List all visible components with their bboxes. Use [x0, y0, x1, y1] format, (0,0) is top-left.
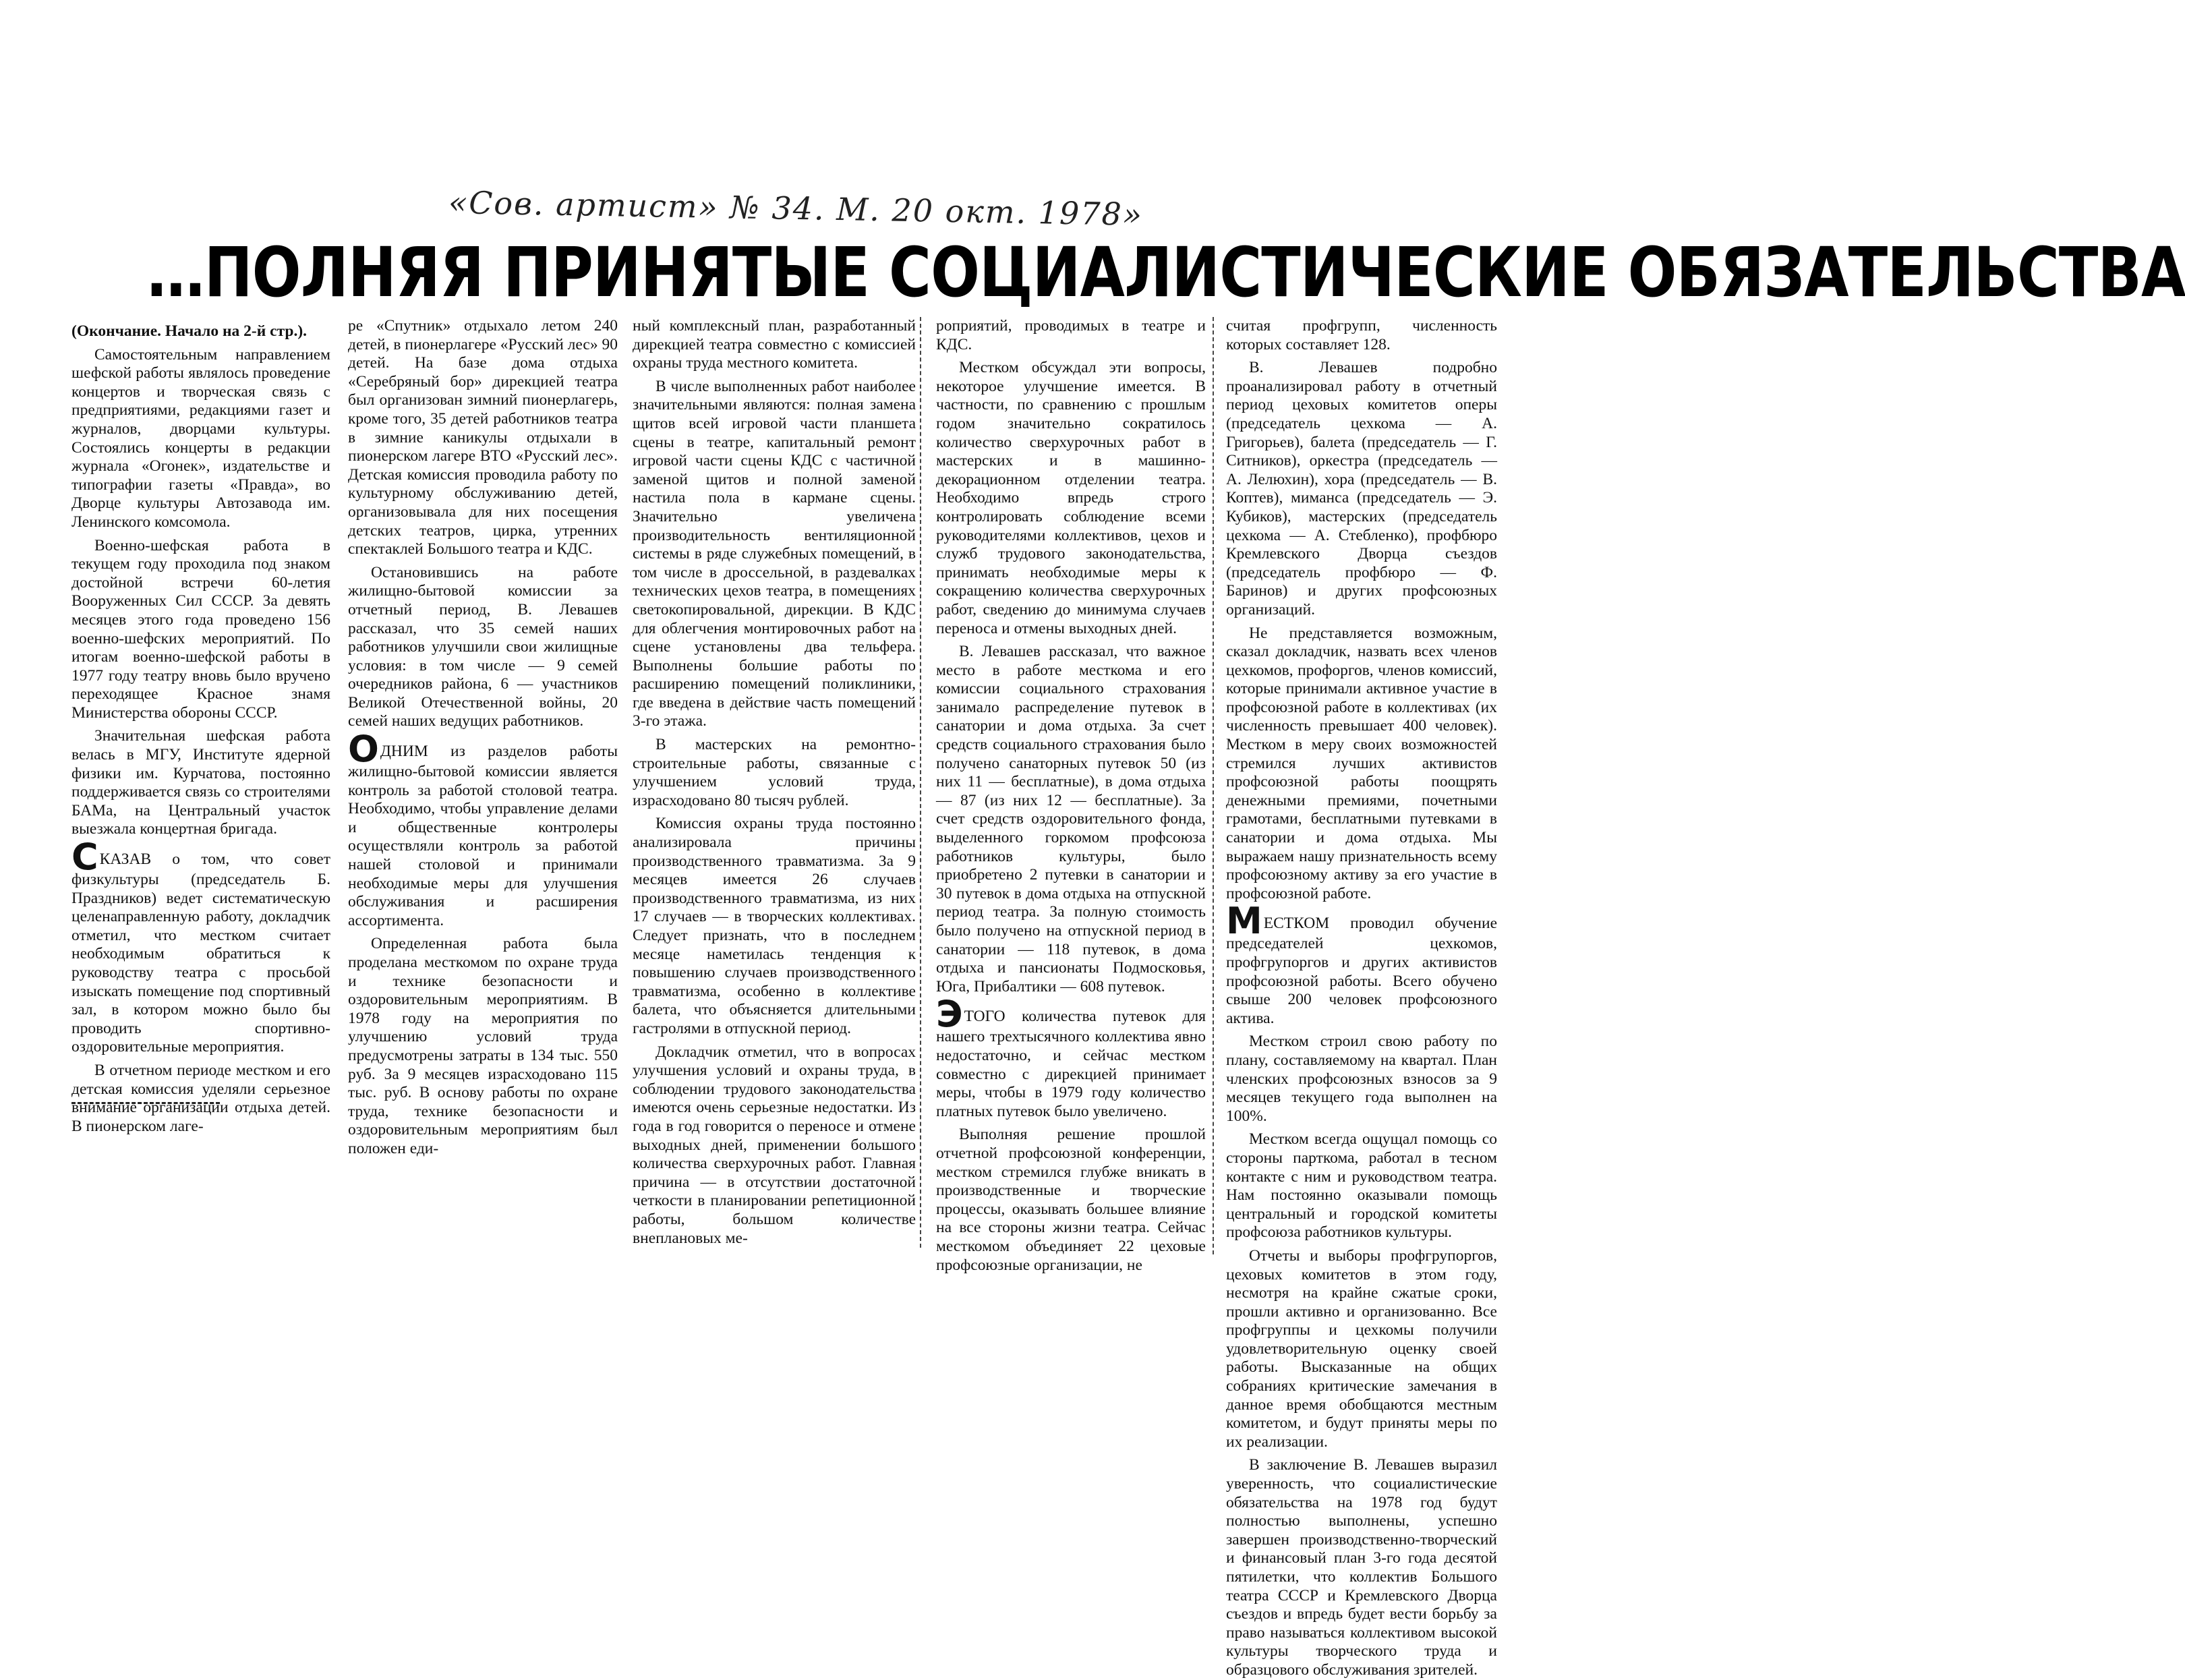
article-column-2 [348, 317, 618, 1159]
paragraph: В заключение В. Левашев выразил уверенность, что социалистические обязательства на 1978 год будут полностью выполнены, успешно завершен производственно-творческий и финансовый план 3-го года десятой пятилетки, что коллектив Большого театра СССР и Кремлевского Дворца съездов и впредь будет вести борьбу за право называться коллективом высокой культуры творческого труда и образцового обслуживания зрителей. [1226, 1456, 1497, 1679]
continuation-note: (Окончание. Начало на 2-й стр.). [71, 322, 308, 340]
paragraph: В. Левашев рассказал, что важное место в работе месткома и его комиссии социального страхования занимало распределение путевок в санатории и дома отдыха. За счет средств социального страхования было получено санаторных путевок 50 (из них 11 — бесплатные), в дома отдыха — 87 (из них 12 — бесплатные). За счет средств оздоровительного фонда, выделенного горкомом профсоюза работников культуры, было приобретено 2 путевки в санатории и 30 путевок в дома отдыха на отпускной период театра. За полную стоимость было получено на отпускной период в санатории — 118 путевок, в дома отдыха и пансионаты Подмосковья, Юга, Прибалтики — 608 путевок. [936, 643, 1206, 995]
paragraph-with-initial [71, 836, 330, 1057]
paragraph: В мастерских на ремонтно-строительные работы, связанные с улучшением условий труда, израсходовано 80 тысяч рублей. [633, 736, 916, 809]
paragraph: Не представляется возможным, сказал докладчик, назвать всех членов цехкомов, профоргов, членов комиссий, которые принимали активное участие в профсоюзной работе в коллективах (их численность превышает 400 человек). Местком в меру своих возможностей стремился лучших активистов профсоюзной работы поощрять денежными премиями, почетными грамотами, бесплатными путевками в санатории и дома отдыха. Мы выражаем нашу признательность всему профсоюзному активу за его участие в профсоюзной работе. [1226, 624, 1497, 902]
initial-letter: С [71, 836, 98, 879]
paragraph: Выполняя решение прошлой отчетной профсоюзной конференции, местком стремился глубже вникать в производственные и творческие процессы, оказывать большее влияние на все стороны жизни театра. Сейчас месткомом объединяет 22 цеховые профсоюзные организации, не [936, 1126, 1206, 1274]
initial-letter: Э [936, 993, 963, 1036]
column-end-rule [71, 1102, 220, 1104]
paragraph-with-initial [348, 728, 618, 930]
article-headline: …ПОЛНЯЯ ПРИНЯТЫЕ СОЦИАЛИСТИЧЕСКИЕ ОБЯЗАТЕЛЬСТВА [147, 233, 2185, 313]
paragraph: Местком обсуждал эти вопросы, некоторое улучшение имеется. В частности, по сравнению с прошлым годом значительно сократилось количество сверхурочных работ в мастерских и в машинно-декорационном отделении театра. Необходимо впредь строго контролировать соблюдение всеми руководителями коллективов, цехов и служб трудового законодательства, принимать необходимые меры к сокращению количества сверхурочных работ, сведению до минимума случаев переноса и отмены выходных дней. [936, 359, 1206, 637]
paragraph-with-initial [936, 993, 1206, 1121]
column-divider [920, 317, 921, 1248]
paragraph-text: ЕСТКОМ проводил обучение председателей цехкомов, профгрупоргов и других активистов профсоюзной работы. Всего обучено свыше 200 человек профсоюзного актива. [1226, 915, 1497, 1027]
article-column-3 [633, 317, 916, 1248]
paragraph-text: ДНИМ из разделов работы жилищно-бытовой комиссии является контроль за работой столовой театра. Необходимо, чтобы управление делами и общественные контролеры осуществляли контроль за работой нашей столовой и принимали необходимые меры для улучшения обслуживания и расширения ассортимента. [348, 743, 618, 929]
article-column-4 [936, 317, 1206, 1275]
paragraph-text: КАЗАВ о том, что совет физкультуры (председатель Б. Праздников) ведет систематическую целенаправленную работу, докладчик отметил, что местком считает необходимым обратиться к руководству театра с просьбой изыскать помещение под спортивный зал, в котором можно было бы проводить спортивно-оздоровительные мероприятия. [71, 850, 330, 1056]
paragraph: Докладчик отметил, что в вопросах улучшения условий и охраны труда, в соблюдении трудового законодательства имеются очень серьезные недостатки. Из года в год говорится о переносе и отмене выходных дней, применении большого количества сверхурочных работ. Главная причина — в отсутствии достаточной четкости в планировании репетиционной работы, большом количестве внеплановых ме- [633, 1043, 916, 1247]
paragraph: Остановившись на работе жилищно-бытовой комиссии за отчетный период, В. Левашев рассказал, что 35 семей наших работников улучшили свои жилищные условия: в том числе — 9 семей очередников района, 6 — участников Великой Отечественной войны, 20 семей наших ведущих работников. [348, 563, 618, 730]
paragraph: Самостоятельным направлением шефской работы являлось проведение концертов и творческая связь с предприятиями, редакциями газет и журналов, дворцами культуры. Состоялись концерты в редакции журнала «Огонек», издательстве и типографии газеты «Правда», во Дворце культуры Автозавода им. Ленинского комсомола. [71, 345, 330, 531]
paragraph: Военно-шефская работа в текущем году проходила под знаком достойной встречи 60-летия Вооруженных Сил СССР. За девять месяцев этого года проведено 156 военно-шефских мероприятий. По итогам военно-шефской работы в 1977 году театру вновь было вручено переходящее Красное знамя Министерства обороны СССР. [71, 536, 330, 722]
paragraph: считая профгрупп, численность которых составляет 128. [1226, 317, 1497, 353]
article-column-1 [71, 322, 330, 1136]
paragraph: В числе выполненных работ наиболее значительными являются: полная замена щитов всей игровой части планшета сцены в театре, капитальный ремонт игровой части сцены КДС с частичной заменой щитов и полной заменой настила пола в кармане сцены. Значительно увеличена производительность вентиляционной системы в ряде служебных помещений, в том числе в дроссельной, в раздевалках технических цехов театра, в помещениях светокопировальной, дирекции. В КДС для облегчения монтировочных работ на сцене установлены два тельфера. Выполнены большие работы по расширению помещений поликлиники, где введена в действие часть помещений 3-го этажа. [633, 377, 916, 730]
paragraph: Отчеты и выборы профгрупоргов, цеховых комитетов в этом году, несмотря на крайне сжатые сроки, прошли активно и организованно. Все профгруппы и цехкомы получили удовлетворительную оценку своей работы. Высказанные на общих собраниях критические замечания в данное время обобщаются местным комитетом, и будут приняты меры по их реализации. [1226, 1246, 1497, 1451]
paragraph-text: ТОГО количества путевок для нашего трехтысячного коллектива явно недостаточно, и сейчас местком совместно с дирекцией принимает меры, чтобы в 1979 году количество платных путевок было увеличено. [936, 1008, 1206, 1120]
paragraph: Местком всегда ощущал помощь со стороны парткома, работал в тесном контакте с ним и руководством театра. Нам постоянно оказывали помощь центральный и городской комитеты профсоюза работников культуры. [1226, 1130, 1497, 1242]
initial-letter: О [348, 728, 379, 771]
paragraph: Определенная работа была проделана месткомом по охране труда и технике безопасности и оздоровительным мероприятиям. В 1978 году на мероприятия по улучшению условий труда предусмотрены затраты в 134 тыс. 550 руб. За 9 месяцев израсходовано 115 тыс. руб. В основу работы по охране труда, технике безопасности и оздоровительным мероприятиям был положен еди- [348, 935, 618, 1157]
paragraph: Значительная шефская работа велась в МГУ, Институте ядерной физики им. Курчатова, постоянно поддерживается связь со строителями БАМа, на Центральный участок выезжала концертная бригада. [71, 727, 330, 838]
paragraph: В. Левашев подробно проанализировал работу в отчетный период цеховых комитетов оперы (председатель цехкома — А. Григорьев), балета (председатель — Г. Ситников), оркестра (председатель — А. Лелюхин), хора (председатель — В. Коптев), миманса (председатель — Э. Кубиков), мастерских (председатель цехкома — А. Стебленко), профбюро Кремлевского Дворца съездов (председатель профбюро — Ф. Баринов) и других профсоюзных организаций. [1226, 359, 1497, 618]
paragraph: В отчетном периоде местком и его детская комиссия уделяли серьезное внимание организации отдыха детей. В пионерском лаге- [71, 1061, 330, 1135]
paragraph: Комиссия охраны труда постоянно анализировала причины производственного травматизма. За 9 месяцев имеется 26 случаев производственного травматизма, из них 17 случаев — в творческих коллективах. Следует признать, что в последнем месяце наметилась тенденция к повышению случаев производственного травматизма, особенно в коллективе балета, что объясняется длительными гастролями в отпускной период. [633, 815, 916, 1037]
paragraph: ре «Спутник» отдыхало летом 240 детей, в пионерлагере «Русский лес» 90 детей. На базе дома отдыха «Серебряный бор» дирекцией театра был организован зимний пионерлагерь, кроме того, 35 детей работников театра в зимние каникулы отдыхали в пионерском лагере ВТО «Русский лес». Детская комиссия проводила работу по культурному обслуживанию детей, организовывала для них посещения детских театров, цирка, утренних спектаклей Большого театра и КДС. [348, 317, 618, 558]
paragraph-with-initial [1226, 900, 1497, 1028]
paragraph: Местком строил свою работу по плану, составляемому на квартал. План членских профсоюзных взносов за 9 месяцев текущего года выполнен на 100%. [1226, 1033, 1497, 1125]
paragraph: роприятий, проводимых в театре и КДС. [936, 317, 1206, 353]
paragraph: ный комплексный план, разработанный дирекцией театра совместно с комиссией охраны труда местного комитета. [633, 317, 916, 372]
handwritten-source-note: «Сов. артист» № 34. М. 20 окт. 1978» [448, 184, 1144, 233]
article-column-5 [1226, 317, 1497, 1680]
initial-letter: М [1226, 900, 1262, 943]
column-divider [1213, 317, 1214, 1254]
